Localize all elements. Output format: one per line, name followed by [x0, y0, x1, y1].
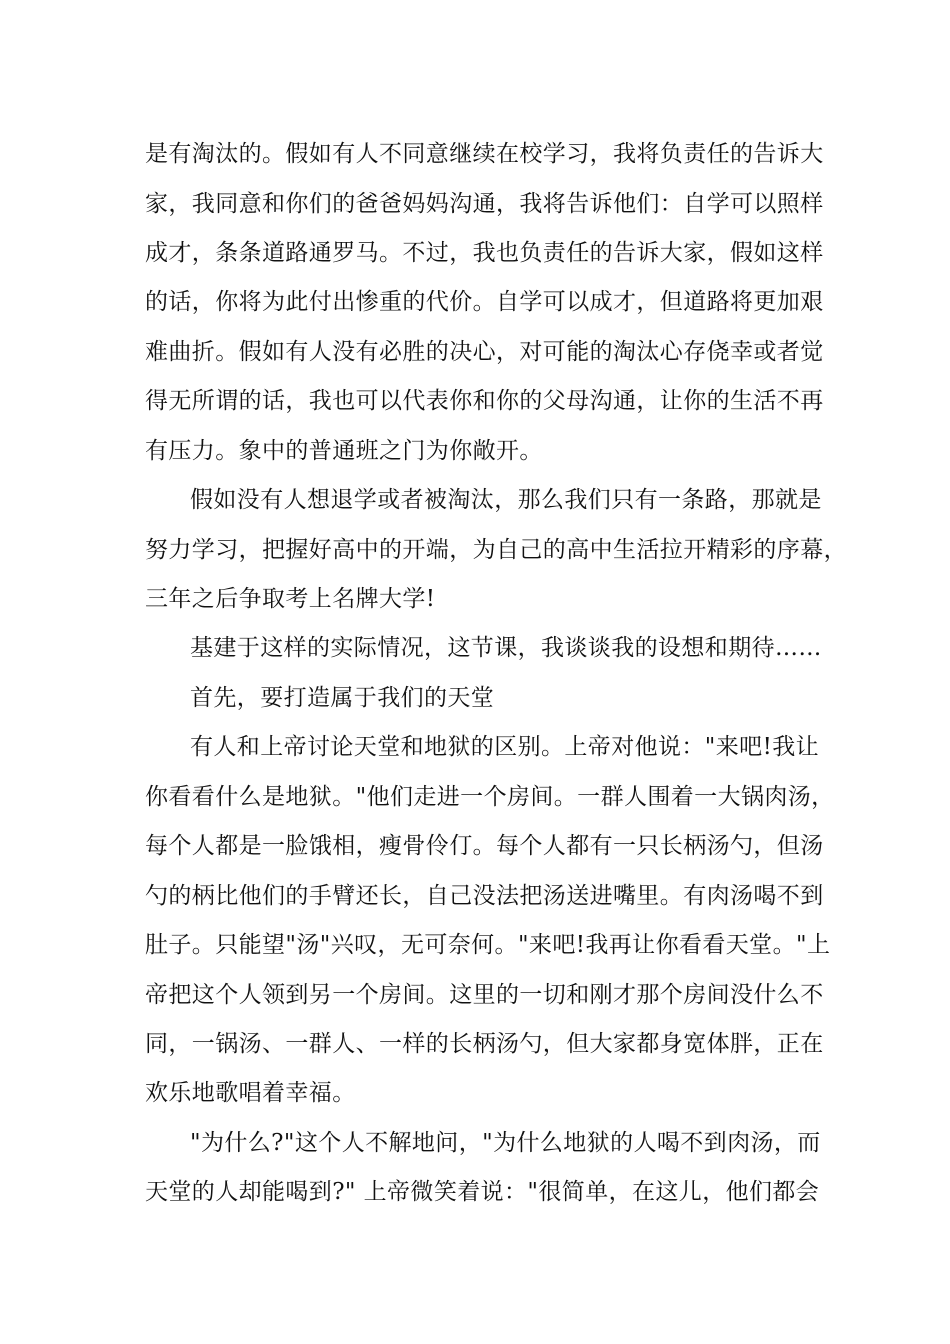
text-line: 假如没有人想退学或者被淘汰，那么我们只有一条路，那就是	[190, 487, 822, 513]
text-line: 帝把这个人领到另一个房间。这里的一切和刚才那个房间没什么不	[145, 982, 824, 1008]
text-line: 家，我同意和你们的爸爸妈妈沟通，我将告诉他们：自学可以照样	[145, 191, 824, 217]
text-line: 基建于这样的实际情况，这节课，我谈谈我的设想和期待……	[190, 635, 822, 661]
text-line: "为什么?"这个人不解地问，"为什么地狱的人喝不到肉汤，而	[190, 1130, 821, 1156]
text-line: 勺的柄比他们的手臂还长，自己没法把汤送进嘴里。有肉汤喝不到	[145, 883, 824, 909]
text-line: 三年之后争取考上名牌大学!	[145, 586, 436, 612]
text-line: 欢乐地歌唱着幸福。	[145, 1080, 356, 1106]
text-line: 每个人都是一脸饿相，瘦骨伶仃。每个人都有一只长柄汤勺，但汤	[145, 833, 824, 859]
text-line: 难曲折。假如有人没有必胜的决心，对可能的淘汰心存侥幸或者觉	[145, 339, 824, 365]
text-line: 得无所谓的话，我也可以代表你和你的父母沟通，让你的生活不再	[145, 388, 824, 414]
text-line: 是有淘汰的。假如有人不同意继续在校学习，我将负责任的告诉大	[145, 141, 824, 167]
text-line: 努力学习，把握好高中的开端，为自己的高中生活拉开精彩的序幕，	[145, 537, 847, 563]
text-line: 的话，你将为此付出惨重的代价。自学可以成才，但道路将更加艰	[145, 289, 824, 315]
text-line: 肚子。只能望"汤"兴叹，无可奈何。"来吧!我再让你看看天堂。"上	[145, 932, 831, 958]
text-line: 天堂的人却能喝到?" 上帝微笑着说："很简单，在这儿，他们都会	[145, 1179, 820, 1205]
text-line: 成才，条条道路通罗马。不过，我也负责任的告诉大家，假如这样	[145, 240, 824, 266]
text-line: 你看看什么是地狱。"他们走进一个房间。一群人围着一大锅肉汤，	[145, 784, 835, 810]
text-line: 有人和上帝讨论天堂和地狱的区别。上帝对他说："来吧!我让	[190, 734, 820, 760]
text-line: 首先，要打造属于我们的天堂	[190, 685, 495, 711]
text-line: 有压力。象中的普通班之门为你敞开。	[145, 438, 543, 464]
text-line: 同，一锅汤、一群人、一样的长柄汤勺，但大家都身宽体胖，正在	[145, 1031, 824, 1057]
